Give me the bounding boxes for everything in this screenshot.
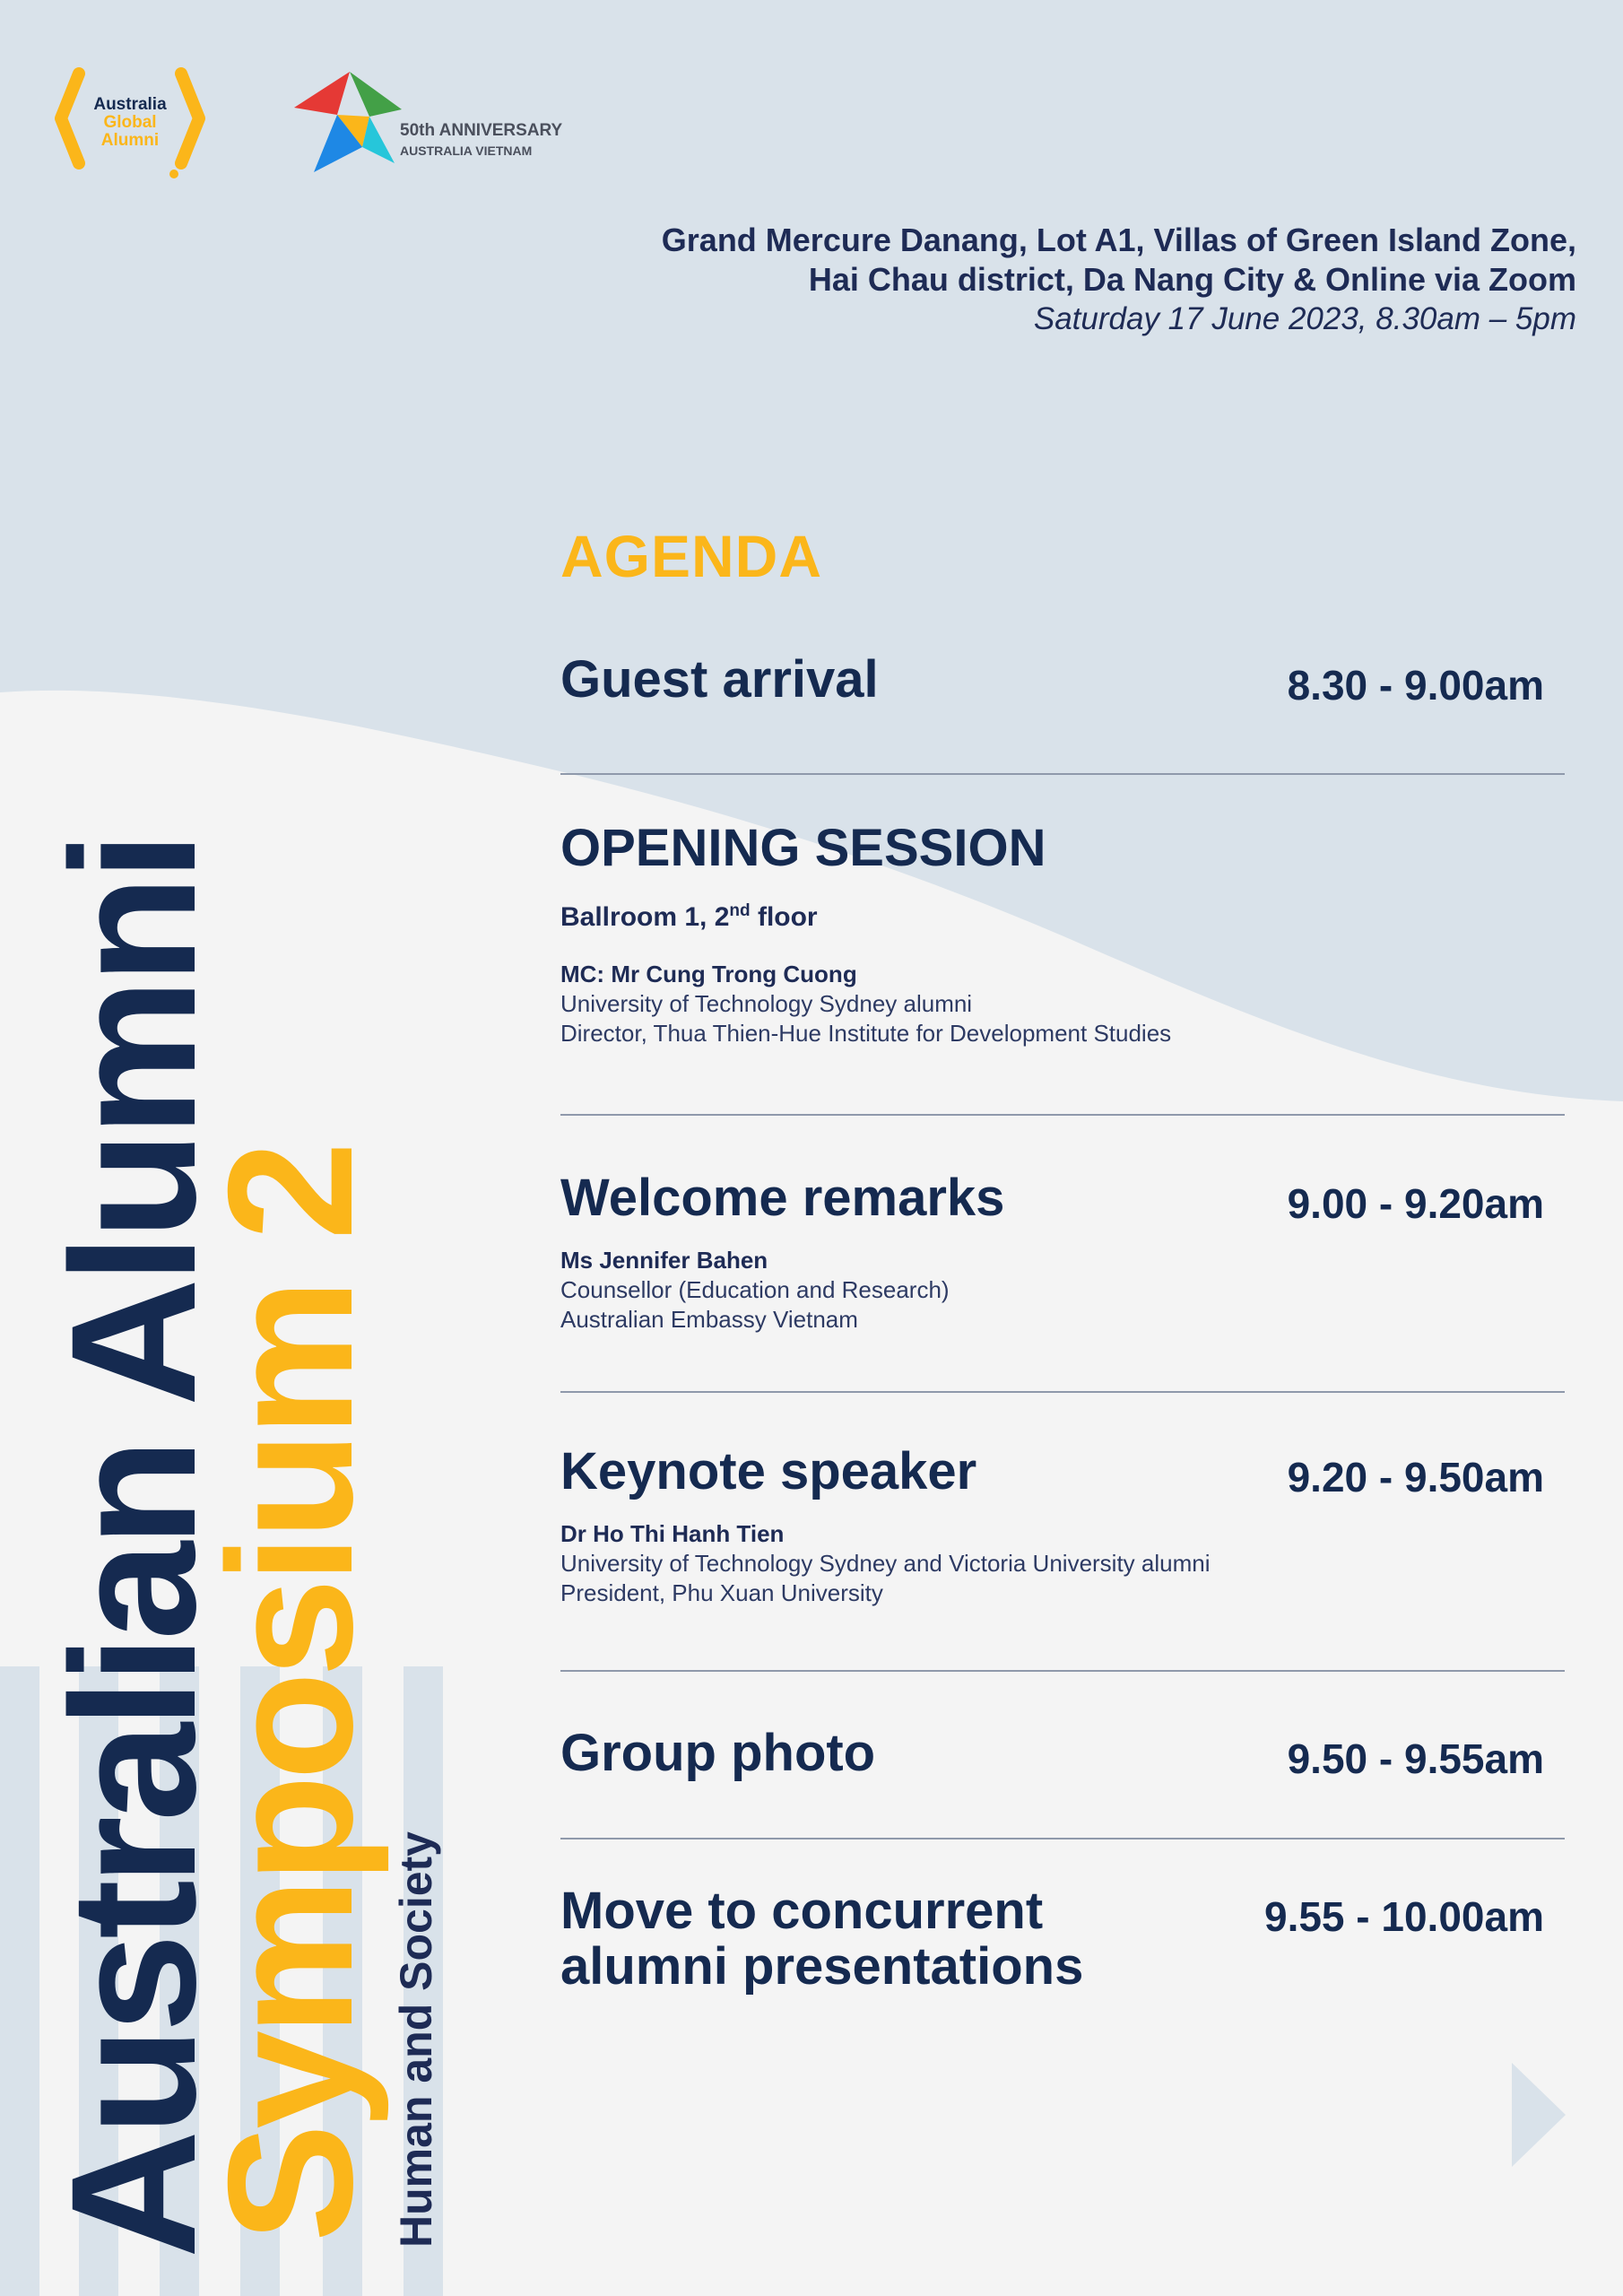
svg-text:AUSTRALIA VIETNAM: AUSTRALIA VIETNAM bbox=[400, 144, 533, 158]
mc-detail: University of Technology Sydney alumni bbox=[560, 990, 973, 1017]
venue-info bbox=[662, 221, 1576, 339]
divider bbox=[560, 1391, 1565, 1393]
item-time: 9.20 - 9.50am bbox=[1287, 1454, 1544, 1500]
speaker-detail: President, Phu Xuan University bbox=[560, 1579, 883, 1606]
item-title: OPENING SESSION bbox=[560, 819, 1046, 877]
mc-name: MC: Mr Cung Trong Cuong bbox=[560, 961, 857, 987]
agenda-item-move-to-presentations bbox=[560, 1883, 1547, 1995]
item-title: Welcome remarks bbox=[560, 1169, 1005, 1227]
item-time: 9.55 - 10.00am bbox=[1263, 1893, 1544, 1940]
australia-global-alumni-logo bbox=[54, 63, 206, 179]
svg-text:50th ANNIVERSARY: 50th ANNIVERSARY bbox=[400, 121, 563, 140]
agenda-heading: AGENDA bbox=[560, 523, 823, 589]
speaker-name: Ms Jennifer Bahen bbox=[560, 1247, 768, 1274]
speaker-name: Dr Ho Thi Hanh Tien bbox=[560, 1520, 785, 1547]
title-symposium-2: Symposium 2 bbox=[191, 1146, 389, 2242]
item-title: Move to concurrent bbox=[560, 1882, 1044, 1940]
agenda-item-guest-arrival bbox=[560, 652, 1547, 708]
divider bbox=[560, 1114, 1565, 1116]
venue-line-2: Hai Chau district, Da Nang City & Online via Zoom bbox=[808, 261, 1576, 298]
session-location: Ballroom 1, 2nd floor bbox=[560, 901, 818, 932]
subtitle-human-and-society: Human and Society bbox=[391, 1831, 441, 2248]
item-title: alumni presentations bbox=[560, 1937, 1084, 1996]
svg-text:Australia: Australia bbox=[93, 95, 167, 114]
item-title: Keynote speaker bbox=[560, 1442, 977, 1500]
next-page-arrow-icon[interactable] bbox=[1512, 2063, 1566, 2167]
divider bbox=[560, 1838, 1565, 1839]
speaker-detail: Counsellor (Education and Research) bbox=[560, 1276, 950, 1303]
anniversary-star-logo bbox=[287, 65, 574, 181]
item-time: 9.00 - 9.20am bbox=[1287, 1180, 1544, 1227]
item-time: 8.30 - 9.00am bbox=[1287, 662, 1544, 709]
svg-text:Global: Global bbox=[103, 113, 157, 132]
mc-detail: Director, Thua Thien-Hue Institute for Development Studies bbox=[560, 1020, 1172, 1047]
venue-line-1: Grand Mercure Danang, Lot A1, Villas of Green Island Zone, bbox=[661, 222, 1576, 258]
divider bbox=[560, 1670, 1565, 1672]
title-australian-alumni: Australian Alumni bbox=[34, 837, 232, 2258]
event-date-time: Saturday 17 June 2023, 8.30am – 5pm bbox=[1033, 301, 1576, 336]
svg-text:Alumni: Alumni bbox=[100, 131, 160, 150]
agenda-item-group-photo bbox=[560, 1726, 1547, 1781]
item-title: Guest arrival bbox=[560, 650, 879, 709]
agenda-item-opening-session bbox=[560, 821, 1547, 1048]
speaker-detail: University of Technology Sydney and Victoria University alumni bbox=[560, 1550, 1211, 1577]
divider bbox=[560, 773, 1565, 775]
speaker-detail: Australian Embassy Vietnam bbox=[560, 1306, 858, 1333]
agenda-item-keynote-speaker bbox=[560, 1444, 1547, 1608]
item-title: Group photo bbox=[560, 1724, 876, 1782]
agenda-item-welcome-remarks bbox=[560, 1170, 1547, 1335]
item-time: 9.50 - 9.55am bbox=[1287, 1735, 1544, 1782]
